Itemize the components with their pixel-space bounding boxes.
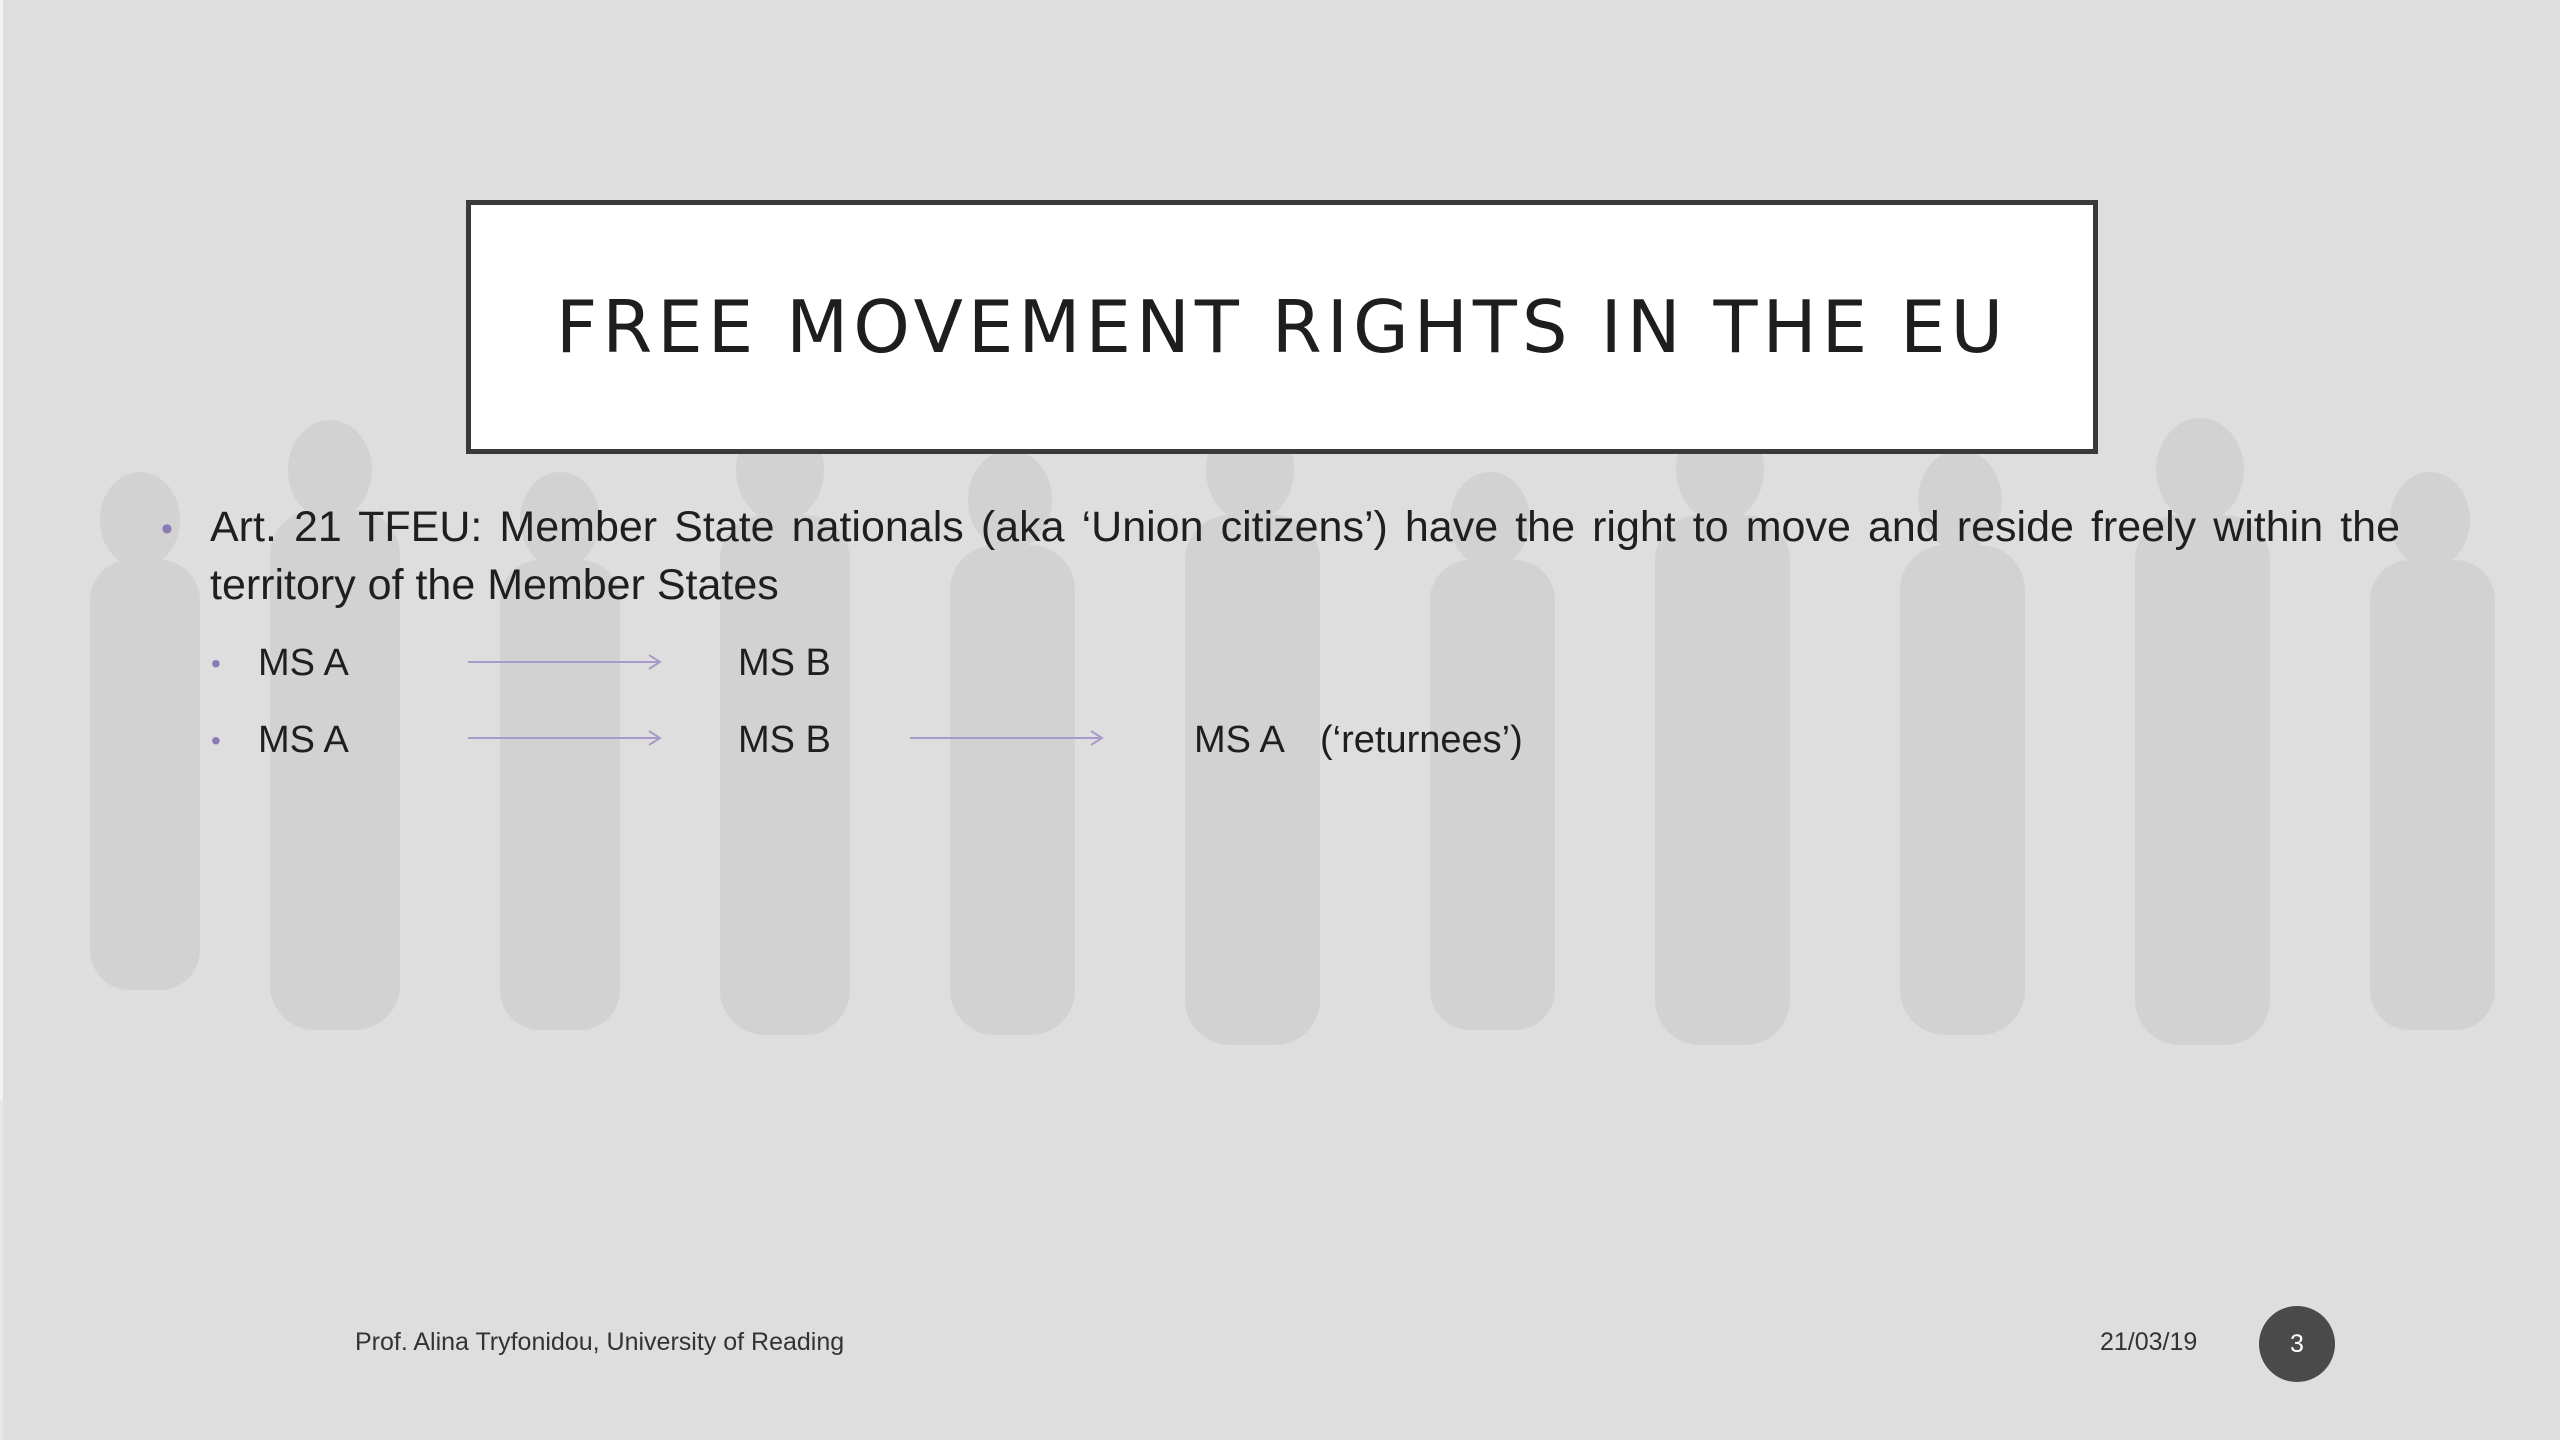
- sub-bullet-2-note: (‘returnees’): [1320, 719, 1523, 761]
- bullet-dot-icon: •: [211, 725, 221, 756]
- bullet-dot-icon: •: [161, 510, 173, 548]
- right-arrow-icon: [908, 728, 1108, 748]
- sub-bullet-1-from: MS A: [258, 642, 349, 684]
- page-number-badge: [2259, 1306, 2335, 1382]
- sub-bullet-1-to: MS B: [738, 642, 831, 684]
- slide-title: FREE MOVEMENT RIGHTS IN THE EU: [555, 285, 2009, 369]
- footer-date: 21/03/19: [2100, 1328, 2198, 1356]
- right-arrow-icon: [466, 728, 666, 748]
- sub-bullet-2-from: MS A: [258, 719, 349, 761]
- footer-author: Prof. Alina Tryfonidou, University of Reading: [355, 1328, 845, 1356]
- bullet-dot-icon: •: [211, 648, 221, 679]
- sub-bullet-2-via: MS B: [738, 719, 831, 761]
- right-arrow-icon: [466, 652, 666, 672]
- title-box: [466, 200, 2098, 454]
- sub-bullet-2-to: MS A: [1194, 719, 1285, 761]
- page-number: 3: [2290, 1329, 2304, 1358]
- main-bullet-text: Art. 21 TFEU: Member State nationals (aka ‘Union citizens’) have the right to move and reside freely within the territory of the Member States: [210, 503, 2400, 609]
